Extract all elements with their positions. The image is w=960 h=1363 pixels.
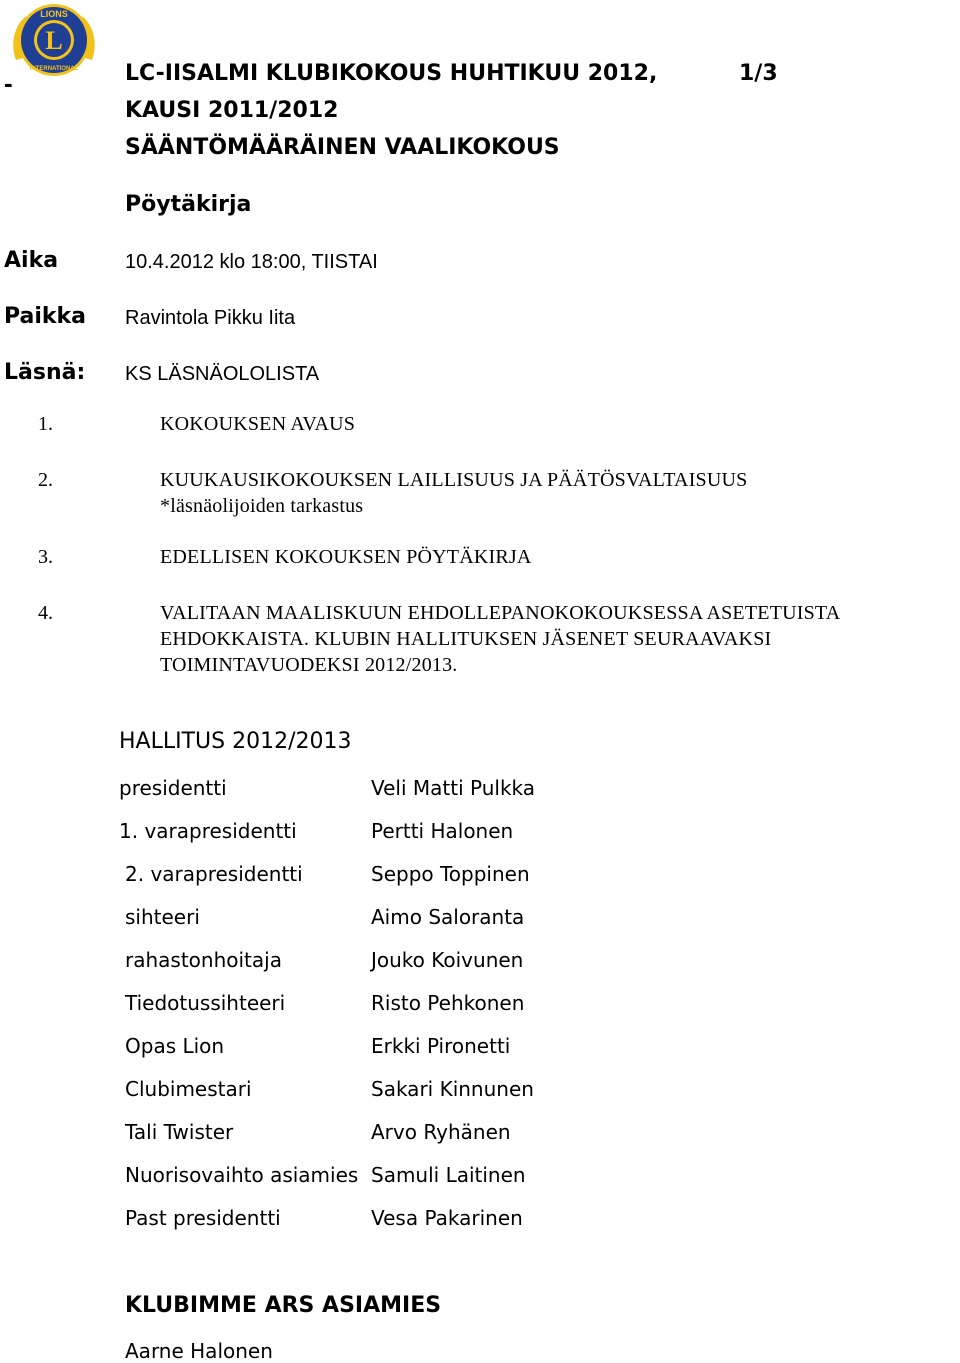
board-role: 2. varapresidentti [125, 862, 303, 886]
agenda-item-text: KOKOUKSEN AVAUS [160, 413, 356, 435]
board-member-name: Jouko Koivunen [371, 948, 524, 972]
board-member-name: Samuli Laitinen [371, 1163, 526, 1187]
board-member-name: Aimo Saloranta [371, 905, 525, 929]
header-title-line3: SÄÄNTÖMÄÄRÄINEN VAALIKOKOUS [125, 135, 560, 160]
agenda-item-text: TOIMINTAVUODEKSI 2012/2013. [160, 654, 458, 676]
header-title-line2: KAUSI 2011/2012 [125, 98, 339, 123]
meta-value-present: KS LÄSNÄOLOLISTA [125, 363, 320, 385]
logo-letter: L [45, 26, 63, 55]
meta-label-time: Aika [4, 248, 59, 273]
board-member-name: Erkki Pironetti [371, 1034, 511, 1058]
board-role: rahastonhoitaja [125, 948, 282, 972]
meta-label-present: Läsnä: [4, 360, 86, 385]
agenda-number: 1. [38, 413, 53, 435]
ars-title: KLUBIMME ARS ASIAMIES [125, 1293, 442, 1318]
lions-logo [8, 0, 100, 84]
agenda-item-text: EHDOKKAISTA. KLUBIN HALLITUKSEN JÄSENET SEURAAVAKSI [160, 628, 772, 650]
agenda-item-subtext: *läsnäolijoiden tarkastus [160, 495, 364, 517]
board-role: 1. varapresidentti [119, 819, 297, 843]
header-title-line1: LC-IISALMI KLUBIKOKOUS HUHTIKUU 2012, [125, 61, 658, 86]
leading-dash: - [4, 68, 13, 98]
agenda-number: 3. [38, 546, 53, 568]
board-role: Opas Lion [125, 1034, 225, 1058]
board-role: presidentti [119, 776, 227, 800]
board-member-name: Veli Matti Pulkka [371, 776, 536, 800]
board-role: Tali Twister [125, 1120, 234, 1144]
board-role: Clubimestari [125, 1077, 252, 1101]
agenda-item-text: KUUKAUSIKOKOUKSEN LAILLISUUS JA PÄÄTÖSVALTAISUUS [160, 469, 748, 491]
board-role: Tiedotussihteeri [125, 991, 286, 1015]
logo-bottom-text: INTERNATIONAL [29, 66, 79, 72]
ars-name: Aarne Halonen [125, 1339, 273, 1363]
meta-label-place: Paikka [4, 304, 87, 329]
agenda-number: 4. [38, 602, 53, 624]
board-member-name: Seppo Toppinen [371, 862, 530, 886]
board-member-name: Vesa Pakarinen [371, 1206, 523, 1230]
board-member-name: Risto Pehkonen [371, 991, 525, 1015]
board-role: sihteeri [125, 905, 200, 929]
agenda-item-text: EDELLISEN KOKOUKSEN PÖYTÄKIRJA [160, 546, 532, 568]
board-title: HALLITUS 2012/2013 [119, 729, 352, 754]
board-member-name: Arvo Ryhänen [371, 1120, 511, 1144]
logo-top-text: LIONS [40, 9, 68, 19]
meta-value-place: Ravintola Pikku Iita [125, 307, 296, 329]
board-member-name: Pertti Halonen [371, 819, 514, 843]
page-number: 1/3 [739, 61, 778, 86]
board-role: Nuorisovaihto asiamies [125, 1163, 359, 1187]
board-role: Past presidentti [125, 1206, 281, 1230]
board-member-name: Sakari Kinnunen [371, 1077, 534, 1101]
agenda-item-text: VALITAAN MAALISKUUN EHDOLLEPANOKOKOUKSESSA ASETETUISTA [160, 602, 841, 624]
agenda-number: 2. [38, 469, 53, 491]
meta-value-time: 10.4.2012 klo 18:00, TIISTAI [125, 251, 378, 273]
document-type: Pöytäkirja [125, 192, 252, 217]
